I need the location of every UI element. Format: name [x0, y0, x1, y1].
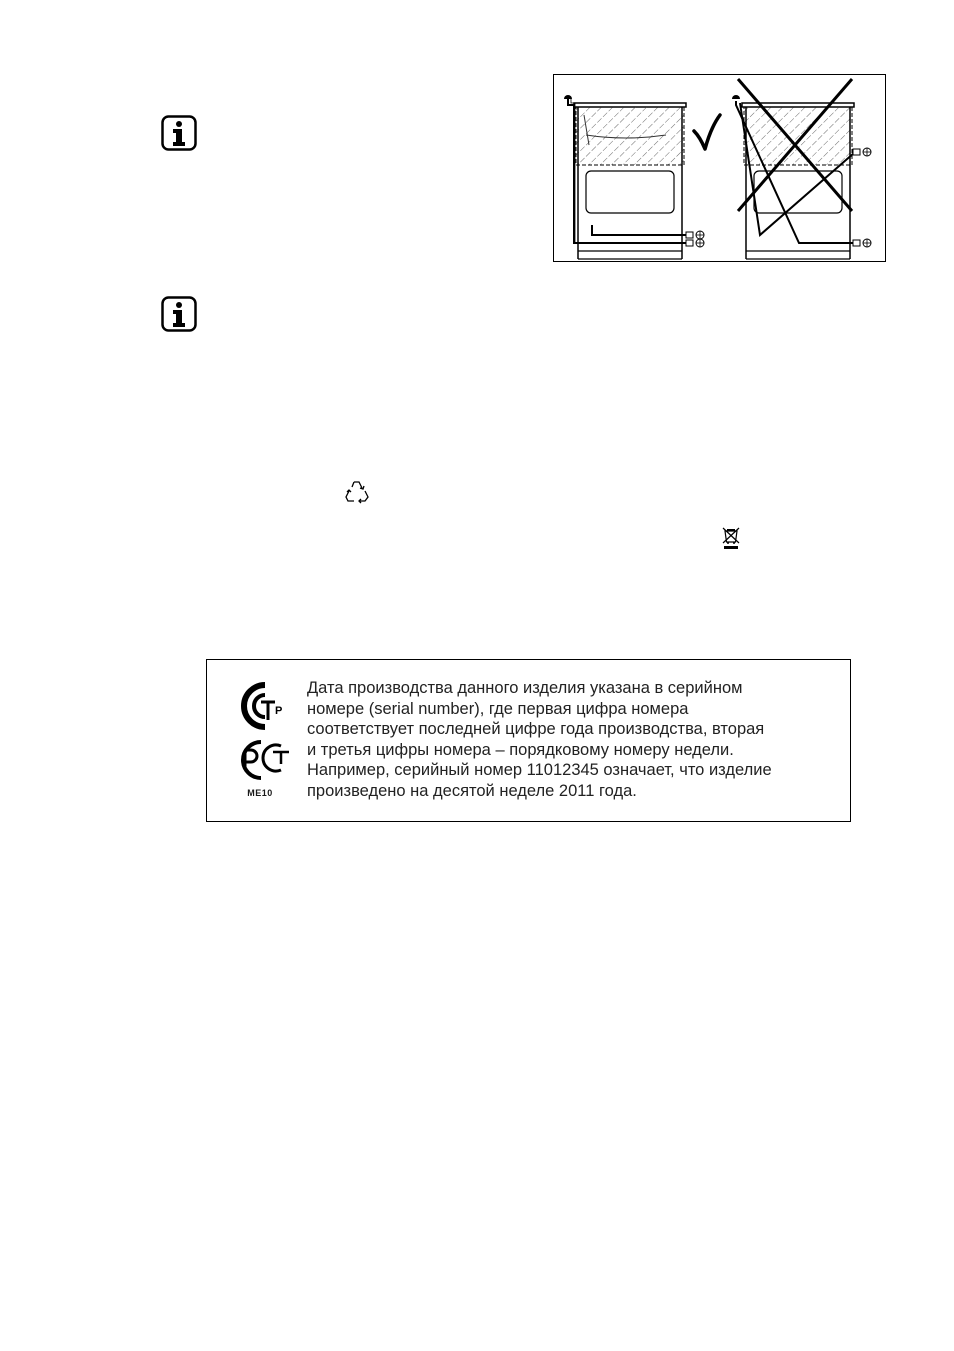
notice-line: Например, серийный номер 11012345 означает, что изделие: [307, 761, 772, 779]
correct-installation: [564, 95, 704, 259]
notice-line: соответствует последней цифре года производства, вторая: [307, 720, 765, 738]
info-icon: [161, 296, 197, 332]
production-date-notice: [206, 659, 851, 822]
svg-text:Р: Р: [275, 705, 283, 717]
weee-bin-icon: [720, 526, 742, 550]
notice-line: номере (serial number), где первая цифра номера: [307, 699, 689, 718]
mark-code: ME10: [247, 788, 273, 798]
recycle-icon: [343, 478, 371, 506]
info-icon: [161, 115, 197, 151]
notice-line: и третья цифры номера – порядковому номеру недели.: [307, 740, 734, 759]
eac-certification-icon: [231, 680, 295, 790]
production-date-text: [307, 678, 847, 801]
notice-line: произведено на десятой неделе 2011 года.: [307, 781, 637, 800]
installation-diagram: [553, 74, 886, 262]
certification-logos: [231, 680, 295, 805]
checkmark-icon: [694, 115, 720, 149]
incorrect-installation: [732, 95, 871, 259]
notice-line: Дата производства данного изделия указана в серийном: [307, 679, 743, 697]
